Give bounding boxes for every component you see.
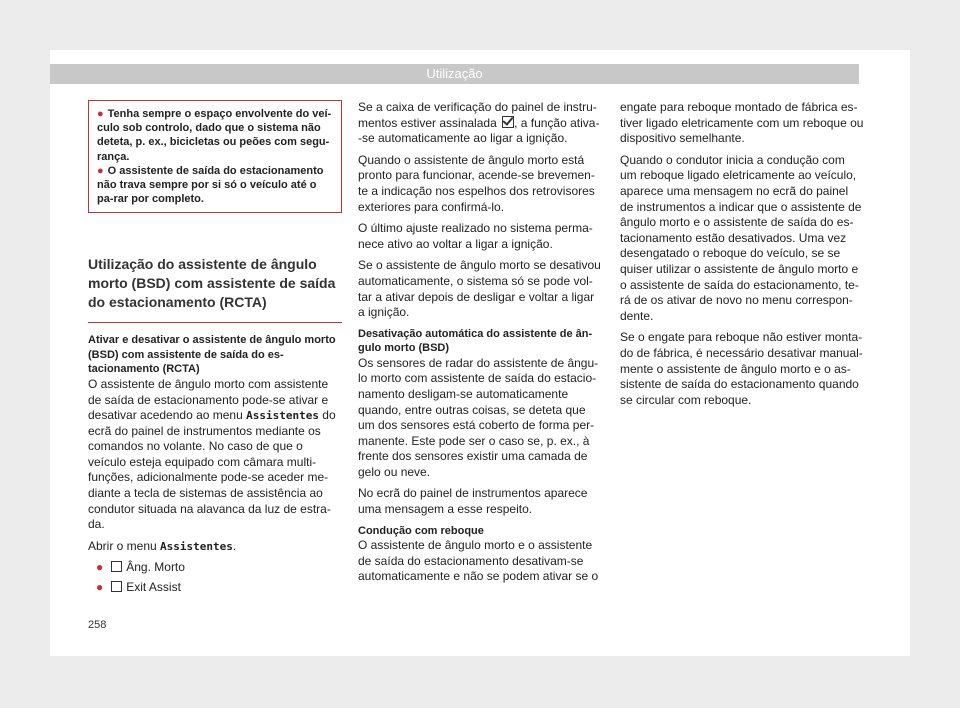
section-title: Utilização do assistente de ângulo morto (BSD) com assistente de saída do estacionamento (RCTA)	[88, 256, 336, 311]
page-header: Utilização	[50, 64, 859, 84]
paragraph: Quando o assistente de ângulo morto está pronto para funcionar, acende-se brevemen-te a indicação nos espelhos dos retrovisores exteriores para confirmá-lo.	[358, 152, 595, 214]
checked-box-icon	[502, 116, 514, 128]
subheading: Ativar e desativar o assistente de ângulo morto (BSD) com assistente de saída do es-tacionamento (RCTA)	[88, 334, 336, 376]
bullet-icon: ●	[96, 560, 104, 575]
section-divider	[88, 322, 342, 323]
menu-name: Assistentes	[246, 409, 319, 423]
paragraph: No ecrã do painel de instrumentos aparece uma mensagem a esse respeito.	[358, 486, 588, 517]
menu-name: Assistentes	[160, 539, 233, 553]
page-number: 258	[88, 619, 107, 631]
column-2	[358, 100, 602, 591]
checkbox-icon	[111, 581, 122, 592]
paragraph: Abrir o menu Assistentes.	[88, 538, 237, 553]
warning-box	[88, 100, 342, 213]
paragraph: Quando o condutor inicia a condução com um reboque ligado eletricamente ao veículo, aparece uma mensagem no ecrã do painel de instrumentos a indicar que o assistente de ângulo morto e o assistente de saída do es-tacionamento estão desativados. Uma vez desengatado o reboque do veículo, se se quiser utilizar o assistente de ângulo morto e o assistente de saída do estacionamento, te-rá de os ativar de novo no menu correspon-dente.	[620, 152, 862, 323]
paragraph: O último ajuste realizado no sistema perma-nece ativo ao voltar a ligar a ignição.	[358, 221, 593, 251]
paragraph: Se o assistente de ângulo morto se desativou automaticamente, o sistema só se pode vol-tar a ativar depois de desligar e voltar a ligar a ignição.	[358, 258, 601, 320]
checkbox-icon	[111, 561, 122, 572]
bullet-icon: ●	[97, 164, 104, 177]
list-item: ● Exit Assist	[96, 580, 181, 595]
column-1	[88, 100, 342, 600]
subheading: Condução com reboque	[358, 524, 484, 537]
paragraph: engate para reboque montado de fábrica es-tiver ligado eletricamente com um reboque ou dispositivo semelhante.	[620, 100, 864, 146]
bullet-icon: ●	[96, 580, 104, 595]
paragraph: O assistente de ângulo morto com assistente de saída de estacionamento pode-se ativar e desativar acedendo ao menu Assistentes do ecrã do painel de instrumentos mediante os comandos no volante. No caso de que o veículo esteja equipado com câmara multi-funções, adicionalmente pode-se aceder me-diante a tecla de sistemas de assistência ao condutor situada na alavanca da luz de estra-da.	[88, 376, 336, 532]
paragraph: Os sensores de radar do assistente de ângu-lo morto com assistente de saída do estacio-namento desligam-se automaticamente quando, entre outras coisas, se deteta que um dos sensores está coberto de forma per-manente. Este pode ser o caso se, p. ex., à frente dos sensores existir uma camada de gelo ou neve.	[358, 355, 599, 479]
paragraph: Se a caixa de verificação do painel de instru-mentos estiver assinalada , a função ativa--se automaticamente ao ligar a ignição.	[358, 100, 600, 146]
bullet-icon: ●	[97, 108, 104, 120]
column-3	[620, 100, 864, 414]
warning-item: ● O assistente de saída do estacionamento não trava sempre por si só o veículo até o pa-rar por completo.	[97, 164, 324, 206]
subheading: Desativação automática do assistente de ân-gulo morto (BSD)	[358, 327, 593, 355]
paragraph: Se o engate para reboque não estiver monta-do de fábrica, é necessário desativar manual-mente o assistente de ângulo morto e o as-sistente de saída do estacionamento quando se circular com reboque.	[620, 330, 863, 407]
list-item: ● Âng. Morto	[96, 560, 185, 575]
warning-item: ● Tenha sempre o espaço envolvente do veí-culo sob controlo, dado que o sistema não deteta, p. ex., bicicletas ou peões com segu-rança.	[97, 108, 332, 163]
paragraph: O assistente de ângulo morto e o assistente de saída do estacionamento desativam-se automaticamente e não se podem ativar se o	[358, 538, 599, 584]
